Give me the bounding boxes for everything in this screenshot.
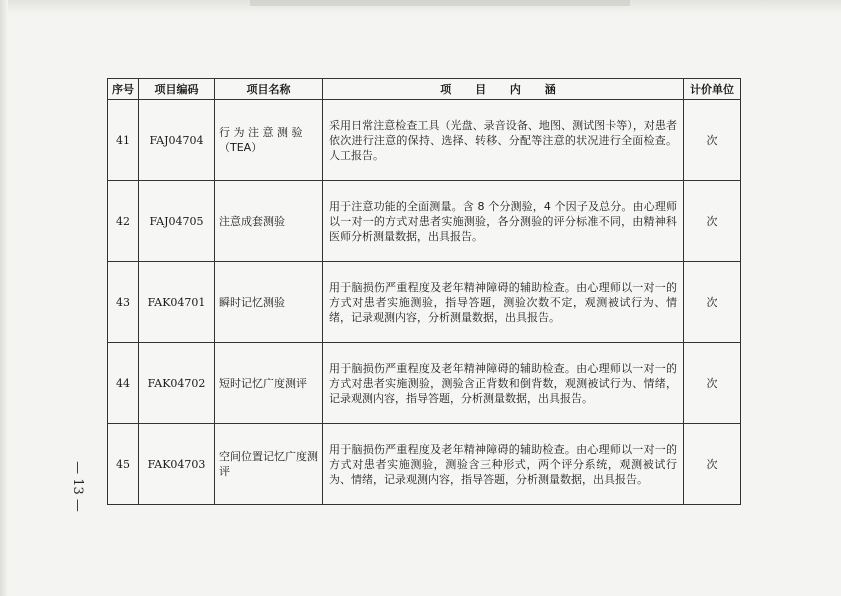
cell-content: 用于脑损伤严重程度及老年精神障碍的辅助检查。由心理师以一对一的方式对患者实施测验，指导答题，测验次数不定，观测被试行为、情绪，记录观测内容，分析测量数据，出具报告。 <box>323 262 684 343</box>
header-seq: 序号 <box>108 79 139 100</box>
cell-name: 短时记忆广度测评 <box>215 343 323 424</box>
cell-content: 用于脑损伤严重程度及老年精神障碍的辅助检查。由心理师以一对一的方式对患者实施测验，测验含正背数和倒背数，观测被试行为、情绪，记录观测内容，指导答题，分析测量数据，出具报告。 <box>323 343 684 424</box>
scan-shadow-left <box>0 0 8 596</box>
page-number: — 13 — <box>69 460 85 512</box>
table-row <box>108 181 741 262</box>
cell-code: FAK04702 <box>139 343 215 424</box>
cell-code: FAJ04705 <box>139 181 215 262</box>
header-code: 项目编码 <box>139 79 215 100</box>
header-name: 项目名称 <box>215 79 323 100</box>
header-unit: 计价单位 <box>684 79 741 100</box>
scan-artifact <box>250 0 630 6</box>
header-content: 项 目 内 涵 <box>323 79 684 100</box>
pricing-table <box>107 78 741 505</box>
cell-unit: 次 <box>684 100 741 181</box>
cell-unit: 次 <box>684 424 741 505</box>
cell-code: FAJ04704 <box>139 100 215 181</box>
cell-seq: 44 <box>108 343 139 424</box>
cell-unit: 次 <box>684 343 741 424</box>
cell-code: FAK04701 <box>139 262 215 343</box>
cell-content: 采用日常注意检查工具（光盘、录音设备、地图、测试图卡等），对患者依次进行注意的保持、选择、转移、分配等注意的状况进行全面检查。人工报告。 <box>323 100 684 181</box>
table-header-row <box>108 79 741 100</box>
cell-seq: 41 <box>108 100 139 181</box>
cell-content: 用于注意功能的全面测量。含 8 个分测验，4 个因子及总分。由心理师以一对一的方式对患者实施测验，各分测验的评分标准不同，由精神科医师分析测量数据，出具报告。 <box>323 181 684 262</box>
table-row <box>108 262 741 343</box>
cell-unit: 次 <box>684 181 741 262</box>
cell-unit: 次 <box>684 262 741 343</box>
cell-name: 瞬时记忆测验 <box>215 262 323 343</box>
cell-name: 注意成套测验 <box>215 181 323 262</box>
table-row <box>108 343 741 424</box>
table-row <box>108 100 741 181</box>
cell-name: 行 为 注 意 测 验（TEA） <box>215 100 323 181</box>
cell-name: 空间位置记忆广度测评 <box>215 424 323 505</box>
cell-seq: 45 <box>108 424 139 505</box>
cell-seq: 43 <box>108 262 139 343</box>
cell-seq: 42 <box>108 181 139 262</box>
cell-code: FAK04703 <box>139 424 215 505</box>
cell-content: 用于脑损伤严重程度及老年精神障碍的辅助检查。由心理师以一对一的方式对患者实施测验，测验含三种形式，两个评分系统，观测被试行为、情绪，记录观测内容，指导答题，分析测量数据，出具报告。 <box>323 424 684 505</box>
table-row <box>108 424 741 505</box>
